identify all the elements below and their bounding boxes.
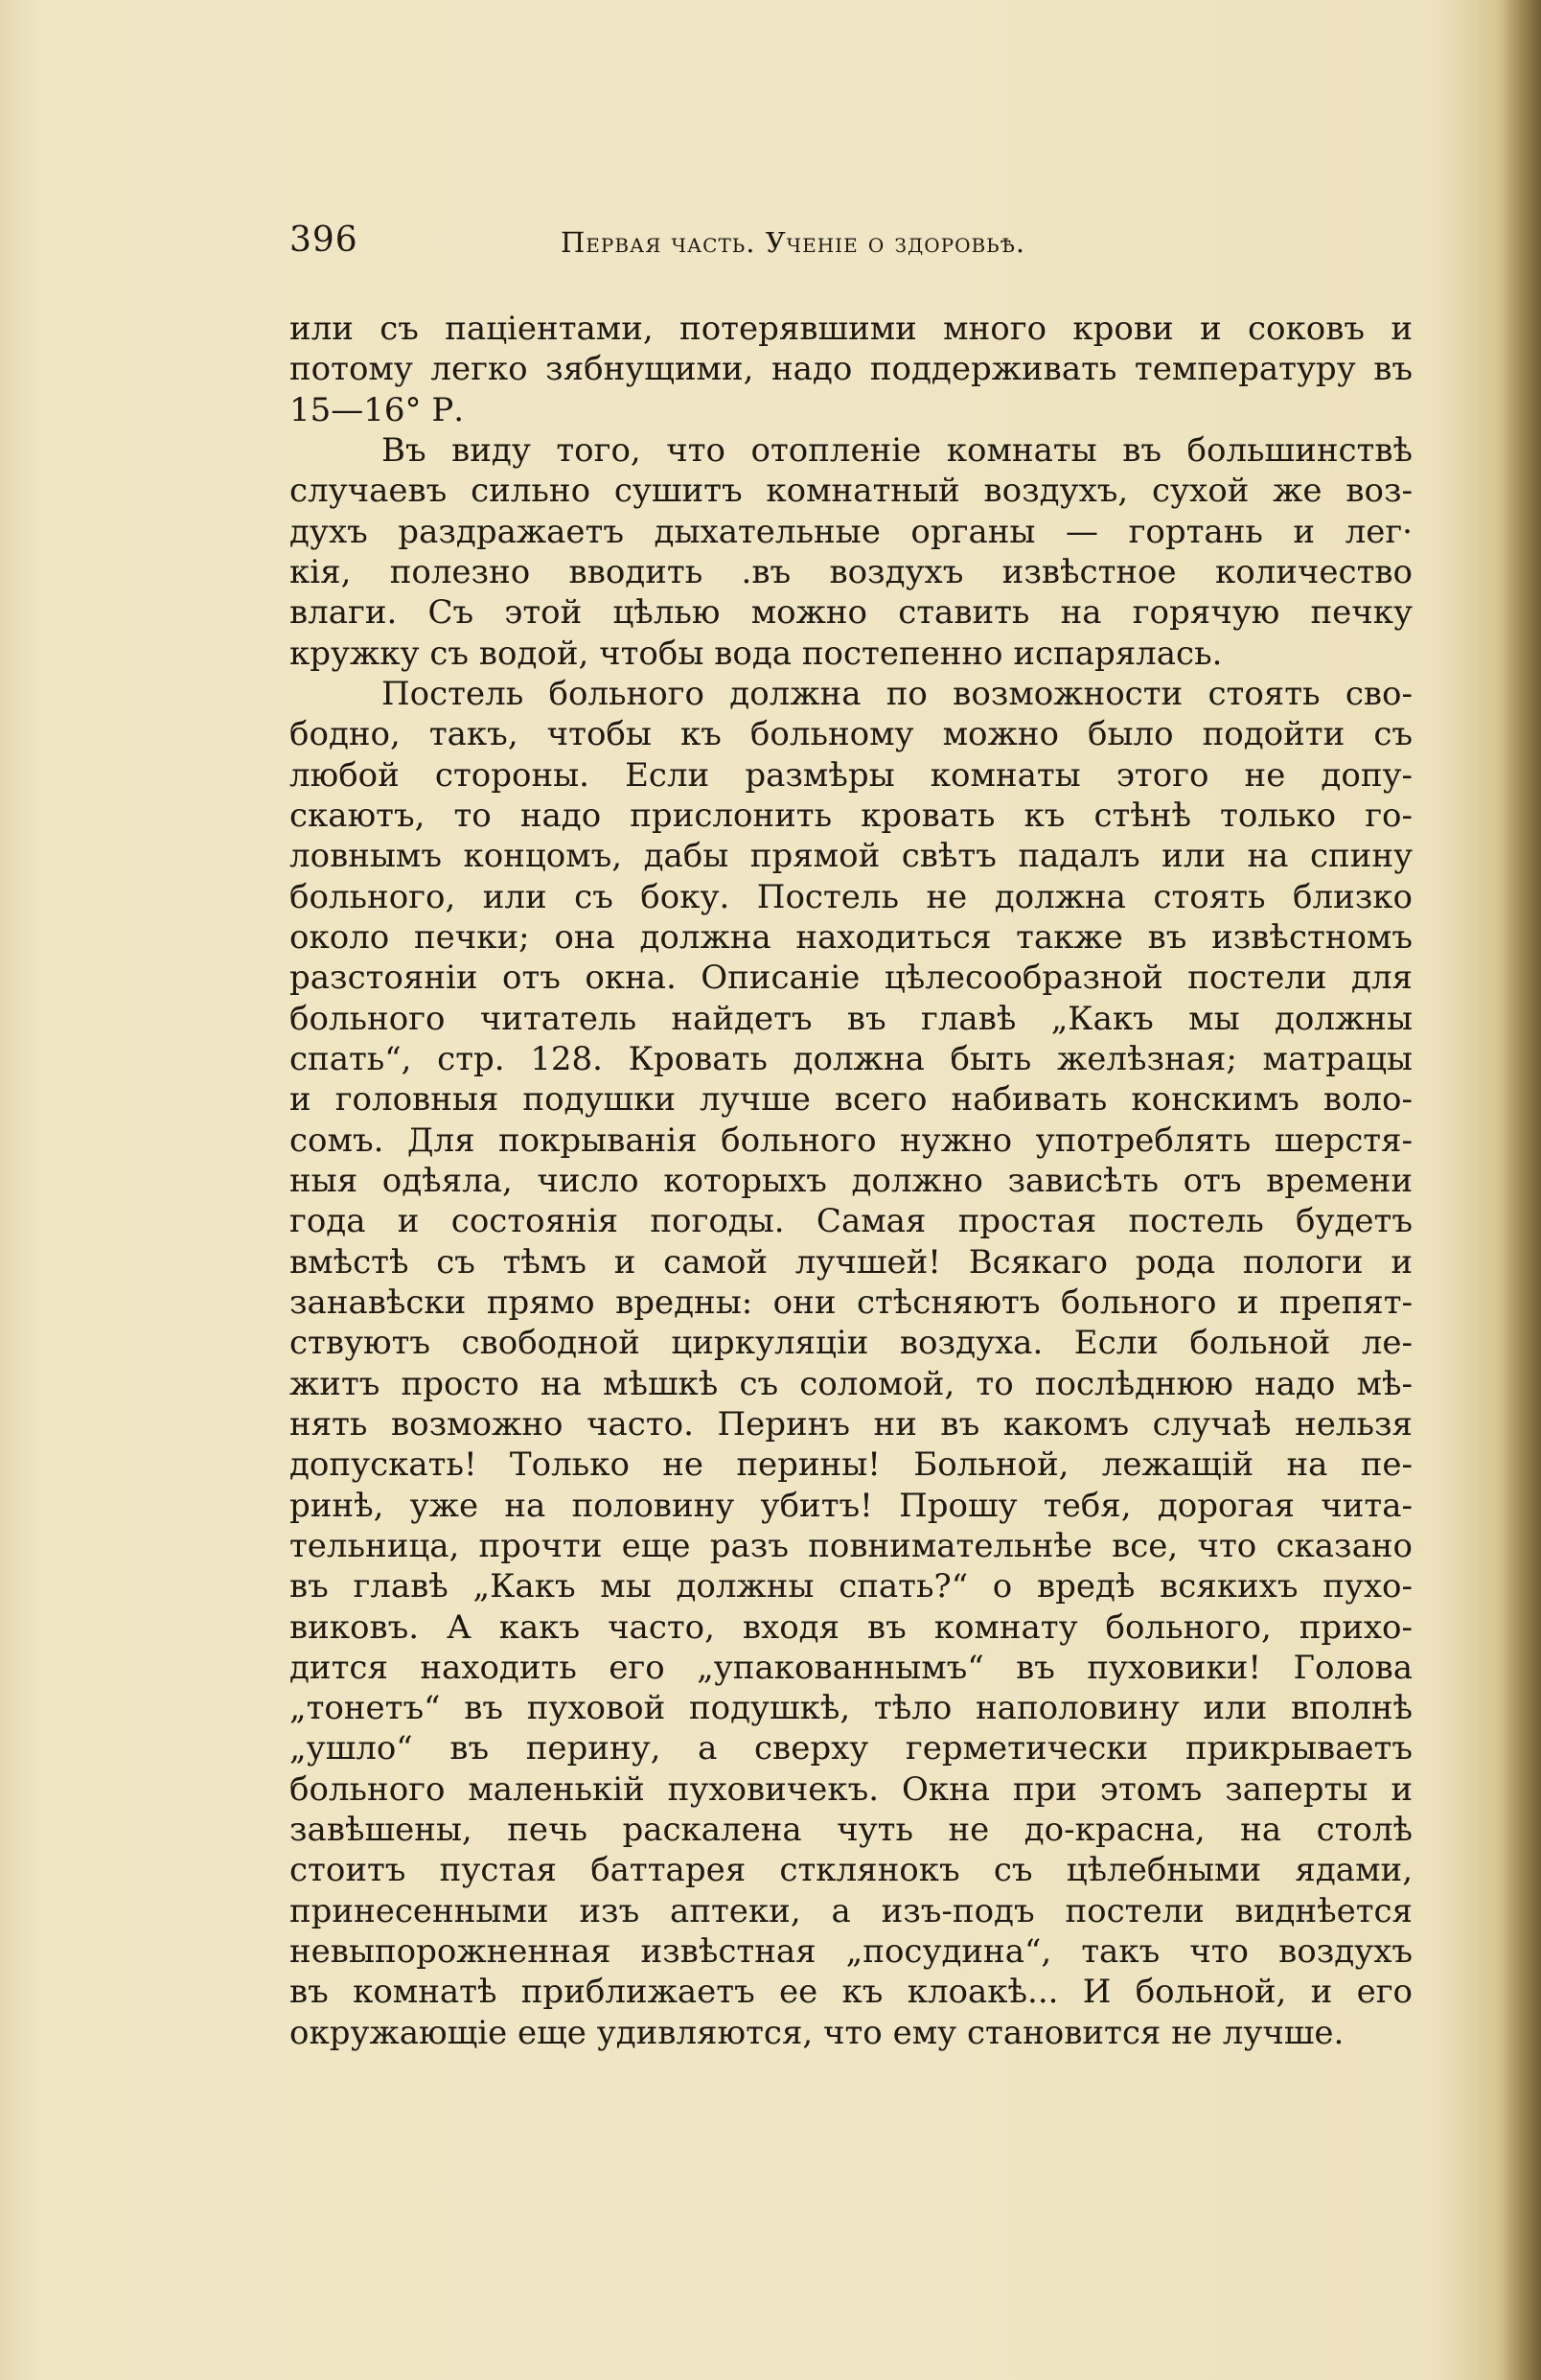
body-text bbox=[289, 309, 1413, 2053]
text-line: больного маленькій пуховичекъ. Окна при этомъ заперты и bbox=[289, 1769, 1413, 1809]
text-line: невыпорожненная извѣстная „посудина“, такъ что воздухъ bbox=[289, 1932, 1413, 1972]
text-line: влаги. Съ этой цѣлью можно ставить на горячую печку bbox=[289, 593, 1413, 633]
text-line: ловнымъ концомъ, дабы прямой свѣтъ падалъ или на спину bbox=[289, 837, 1413, 876]
text-line: занавѣски прямо вредны: они стѣсняютъ больного и препят- bbox=[289, 1282, 1413, 1322]
text-line: принесенными изъ аптеки, а изъ-подъ постели виднѣется bbox=[289, 1891, 1413, 1930]
text-line: нять возможно часто. Перинъ ни въ какомъ случаѣ нельзя bbox=[289, 1404, 1413, 1444]
text-line: года и состоянія погоды. Самая простая постель будетъ bbox=[289, 1202, 1413, 1241]
text-line: разстояніи отъ окна. Описаніе цѣлесообразной постели для bbox=[289, 959, 1413, 998]
text-line: сомъ. Для покрыванія больного нужно употреблять шерстя- bbox=[289, 1121, 1413, 1160]
text-line: дится находить его „упакованнымъ“ въ пуховики! Голова bbox=[289, 1648, 1413, 1687]
text-line: „тонетъ“ въ пуховой подушкѣ, тѣло наполовину или вполнѣ bbox=[289, 1689, 1413, 1728]
text-line: ринѣ, уже на половину убитъ! Прошу тебя, дорогая чита- bbox=[289, 1486, 1413, 1525]
text-line: спать“, стр. 128. Кровать должна быть желѣзная; матрацы bbox=[289, 1039, 1413, 1078]
paragraph-start-line: Постель больного должна по возможности стоять сво- bbox=[381, 674, 1413, 713]
text-line: потому легко зябнущими, надо поддерживать температуру въ bbox=[289, 350, 1413, 389]
running-title: Первая часть. Ученіе о здоровьѣ. bbox=[561, 226, 1026, 259]
text-line: тельница, прочти еще разъ повнимательнѣе все, что сказано bbox=[289, 1526, 1413, 1565]
text-line: 15—16° Р. bbox=[289, 390, 465, 429]
text-line: кружку съ водой, чтобы вода постепенно испарялась. bbox=[289, 634, 1223, 673]
text-line: бодно, такъ, чтобы къ больному можно было подойти съ bbox=[289, 715, 1413, 754]
paragraph-start-line: Въ виду того, что отопленіе комнаты въ большинствѣ bbox=[381, 430, 1413, 470]
text-line: ствуютъ свободной циркуляціи воздуха. Если больной ле- bbox=[289, 1324, 1413, 1363]
binding-shadow bbox=[1503, 0, 1541, 2380]
text-line: и головныя подушки лучше всего набивать конскимъ воло- bbox=[289, 1080, 1413, 1120]
text-line: житъ просто на мѣшкѣ съ соломой, то послѣднюю надо мѣ- bbox=[289, 1364, 1413, 1403]
text-line: „ушло“ въ перину, а сверху герметически прикрываетъ bbox=[289, 1729, 1413, 1768]
text-line: виковъ. А какъ часто, входя въ комнату больного, прихо- bbox=[289, 1607, 1413, 1647]
text-line: вмѣстѣ съ тѣмъ и самой лучшей! Всякаго рода пологи и bbox=[289, 1242, 1413, 1282]
text-line: или съ паціентами, потерявшими много крови и соковъ и bbox=[289, 310, 1413, 348]
text-line: около печки; она должна находиться также въ извѣстномъ bbox=[289, 917, 1413, 957]
text-line: ныя одѣяла, число которыхъ должно зависѣть отъ времени bbox=[289, 1161, 1413, 1200]
text-line: скаютъ, то надо прислонить кровать къ стѣнѣ только го- bbox=[289, 796, 1413, 835]
text-line: стоитъ пустая баттарея стклянокъ съ цѣлебными ядами, bbox=[289, 1851, 1413, 1890]
text-line: случаевъ сильно сушитъ комнатный воздухъ, сухой же воз- bbox=[289, 472, 1413, 511]
page-header bbox=[289, 220, 1229, 278]
text-line: въ главѣ „Какъ мы должны спать?“ о вредѣ всякихъ пухо- bbox=[289, 1567, 1413, 1606]
text-line: любой стороны. Если размѣры комнаты этого не допу- bbox=[289, 755, 1413, 795]
text-line: больного, или съ боку. Постель не должна стоять близко bbox=[289, 877, 1413, 916]
text-line: завѣшены, печь раскалена чуть не до-красна, на столѣ bbox=[289, 1811, 1413, 1850]
text-line: больного читатель найдетъ въ главѣ „Какъ мы должны bbox=[289, 999, 1413, 1038]
text-line: духъ раздражаетъ дыхательные органы — гортань и лег· bbox=[289, 512, 1413, 551]
text-line: окружающіе еще удивляются, что ему становится не лучше. bbox=[289, 2013, 1345, 2052]
text-line: кія, полезно вводить .въ воздухъ извѣстное количество bbox=[289, 552, 1413, 591]
text-line: допускать! Только не перины! Больной, лежащій на пе- bbox=[289, 1445, 1413, 1485]
text-line: въ комнатѣ приближаетъ ее къ клоакѣ... И больной, и его bbox=[289, 1973, 1413, 2012]
page-number: 396 bbox=[289, 220, 358, 260]
